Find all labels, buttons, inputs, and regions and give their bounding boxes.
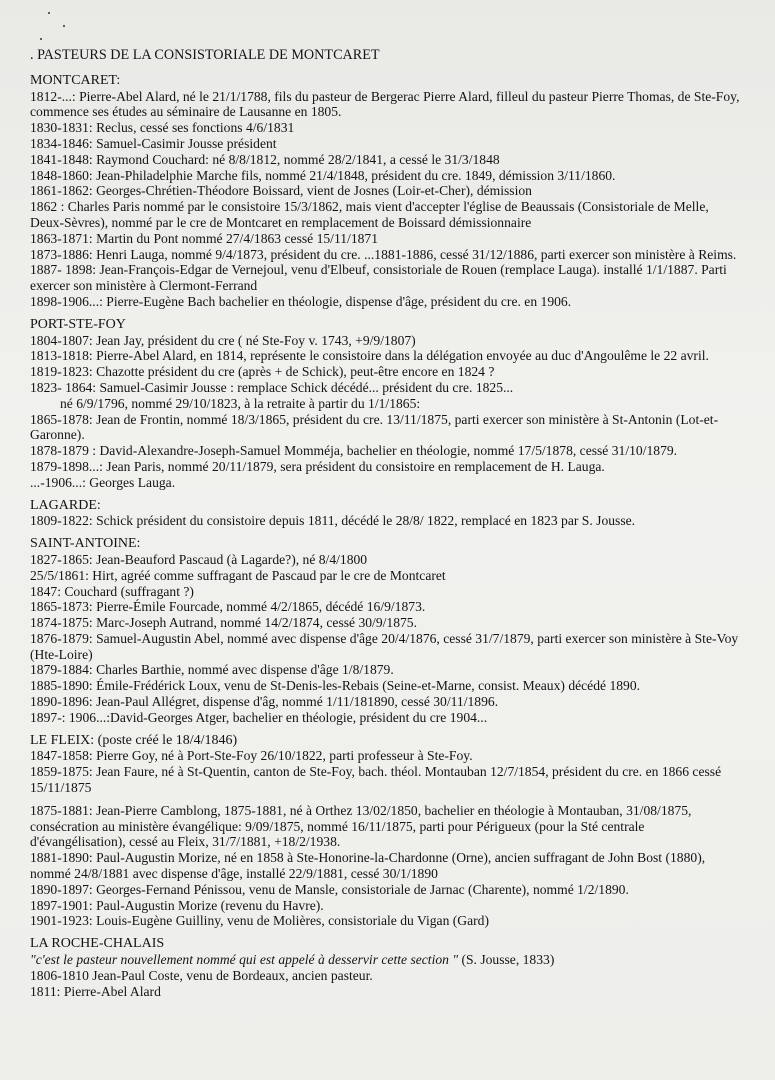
pastor-entry: 1806-1810 Jean-Paul Coste, venu de Bordeaux, ancien pasteur. <box>30 967 373 983</box>
pastor-entry: 1879-1884: Charles Barthie, nommé avec dispense d'âge 1/8/1879. <box>30 662 394 678</box>
pastor-entry: 1890-1897: Georges-Fernand Pénissou, venu de Mansle, consistoriale de Jarnac (Charente), nommé 1/2/1890. <box>30 881 629 897</box>
pastor-entry: 1887- 1898: Jean-François-Edgar de Vernejoul, venu d'Elbeuf, consistoriale de Rouen (remplace Lauga). installé 1/1/1887. Parti exercer son ministère à Clermont-Ferrand <box>30 262 727 294</box>
pastor-entry: 1827-1865: Jean-Beauford Pascaud (à Lagarde?), né 8/4/1800 <box>30 551 368 567</box>
document-content <box>30 48 740 999</box>
pastor-entry: 1863-1871: Martin du Pont nommé 27/4/1863 cessé 15/11/1871 <box>30 230 379 246</box>
pastor-entry: 1819-1823: Chazotte président du cre (après + de Schick), peut-être encore en 1824 ? <box>30 364 495 380</box>
pastor-entry: 1890-1896: Jean-Paul Allégret, dispense d'âg, nommé 1/11/181890, cessé 30/11/1896. <box>30 694 499 710</box>
pastor-entry: 1901-1923: Louis-Eugène Guilliny, venu de Molières, consistoriale du Vigan (Gard) <box>30 913 490 929</box>
pastor-entry: 1804-1807: Jean Jay, président du cre ( né Ste-Foy v. 1743, +9/9/1807) <box>30 332 416 348</box>
pastor-entry: 1811: Pierre-Abel Alard <box>30 983 161 999</box>
pastor-entry: 1848-1860: Jean-Philadelphie Marche fils, nommé 21/4/1848, président du cre. 1849, démission 3/11/1860. <box>30 167 616 183</box>
pastor-entry: 1885-1890: Émile-Frédérick Loux, venu de St-Denis-les-Rebais (Seine-et-Marne, consist. Meaux) décédé 1890. <box>30 678 641 694</box>
pastor-entry: 1859-1875: Jean Faure, né à St-Quentin, canton de Ste-Foy, bach. théol. Montauban 12/7/1854, président du cre. en 1866 cessé 15/11/1875 <box>30 764 722 796</box>
section-la-roche-chalais <box>30 936 740 999</box>
pastor-entry: 1865-1873: Pierre-Émile Fourcade, nommé 4/2/1865, décédé 16/9/1873. <box>30 599 426 615</box>
document-title: . PASTEURS DE LA CONSISTORIALE DE MONTCARET <box>30 47 380 63</box>
pastor-entry: 1861-1862: Georges-Chrétien-Théodore Boissard, vient de Josnes (Loir-et-Cher), démission <box>30 183 532 199</box>
section-heading: PORT-STE-FOY <box>30 316 126 332</box>
section-heading: LAGARDE: <box>30 497 101 513</box>
section-lagarde <box>30 498 740 530</box>
pastor-entry-continuation: né 6/9/1796, nommé 29/10/1823, à la retraite à partir du 1/1/1865: <box>60 395 421 411</box>
pastor-entry: 1878-1879 : David-Alexandre-Joseph-Samuel Momméja, bachelier en théologie, nommé 17/5/1878, cessé 31/10/1879. <box>30 443 678 459</box>
section-port-ste-foy <box>30 317 740 491</box>
section-saint-antoine <box>30 536 740 726</box>
quote-source: (S. Jousse, 1833) <box>458 952 555 968</box>
pastor-entry: 1812-...: Pierre-Abel Alard, né le 21/1/1788, fils du pasteur de Bergerac Pierre Alard, filleul du pasteur Pierre Thomas, de Ste-Foy, commence ses études au séminaire de Lausanne en 1805. <box>30 88 740 120</box>
pastor-entry: 1873-1886: Henri Lauga, nommé 9/4/1873, président du cre. ...1881-1886, cessé 31/12/1886, parti exercer son ministère à Reims. <box>30 246 737 262</box>
pastor-entry: 1830-1831: Reclus, cessé ses fonctions 4/6/1831 <box>30 120 295 136</box>
pastor-entry: 1834-1846: Samuel-Casimir Jousse président <box>30 135 277 151</box>
pastor-entry: 1847: Couchard (suffragant ?) <box>30 583 194 599</box>
pastor-entry: 1897-1901: Paul-Augustin Morize (revenu du Havre). <box>30 897 324 913</box>
pastor-entry: 1865-1878: Jean de Frontin, nommé 18/3/1865, président du cre. 13/11/1875, parti exercer son ministère à St-Antonin (Lot-et-Garonne). <box>30 411 719 443</box>
scan-speck <box>40 38 42 40</box>
pastor-entry: 1897-: 1906...:David-Georges Atger, bachelier en théologie, président du cre 1904... <box>30 709 488 725</box>
pastor-entry: 1879-1898...: Jean Paris, nommé 20/11/1879, sera président du consistoire en remplacement de H. Lauga. <box>30 458 605 474</box>
pastor-entry: 1875-1881: Jean-Pierre Camblong, 1875-1881, né à Orthez 13/02/1850, bachelier en théologie à Montauban, 31/08/1875, consécration au ministère évangélique: 9/09/1875, nommé 16/11/1875, parti pour Périgueux (pour la Sté centrale d'évangélisation), cessé au Fleix, 31/7/1881, +18/2/1938. <box>30 802 692 850</box>
pastor-entry: 1847-1858: Pierre Goy, né à Port-Ste-Foy 26/10/1822, parti professeur à Ste-Foy. <box>30 748 473 764</box>
section-quote-line <box>30 952 740 968</box>
section-le-fleix <box>30 733 740 930</box>
section-heading: LA ROCHE-CHALAIS <box>30 936 165 952</box>
pastor-entry: 1813-1818: Pierre-Abel Alard, en 1814, représente le consistoire dans la délégation envoyée au duc d'Angoulême le 22 avril. <box>30 348 709 364</box>
pastor-entry: 1823- 1864: Samuel-Casimir Jousse : remplace Schick décédé... président du cre. 1825... <box>30 379 514 395</box>
section-heading: LE FLEIX: (poste créé le 18/4/1846) <box>30 732 238 748</box>
section-montcaret <box>30 73 740 310</box>
pastor-entry: 1898-1906...: Pierre-Eugène Bach bachelier en théologie, dispense d'âge, président du cre. en 1906. <box>30 293 572 309</box>
pastor-entry: 1862 : Charles Paris nommé par le consistoire 15/3/1862, mais vient d'accepter l'église de Beaussais (Consistoriale de Melle, Deux-Sèvres), nommé par le cre de Montcaret en remplacement de Boissard démissionnaire <box>30 199 709 230</box>
pastor-entry: 1809-1822: Schick président du consistoire depuis 1811, décédé le 28/8/ 1822, remplacé en 1823 par S. Jousse. <box>30 513 636 529</box>
scan-speck <box>63 25 65 27</box>
pastor-entry: ...-1906...: Georges Lauga. <box>30 474 176 490</box>
pastor-entry: 1876-1879: Samuel-Augustin Abel, nommé avec dispense d'âge 20/4/1876, cessé 31/7/1879, parti exercer son ministère à Ste-Voy (Hte-Loire) <box>30 630 739 662</box>
section-heading: MONTCARET: <box>30 72 121 88</box>
pastor-entry: 25/5/1861: Hirt, agréé comme suffragant de Pascaud par le cre de Montcaret <box>30 567 446 583</box>
pastor-entry: 1841-1848: Raymond Couchard: né 8/8/1812, nommé 28/2/1841, a cessé le 31/3/1848 <box>30 151 500 167</box>
scan-speck <box>48 12 50 14</box>
pastor-entry: 1874-1875: Marc-Joseph Autrand, nommé 14/2/1874, cessé 30/9/1875. <box>30 615 417 631</box>
section-heading: SAINT-ANTOINE: <box>30 536 141 552</box>
section-quote: "c'est le pasteur nouvellement nommé qui est appelé à desservir cette section " <box>30 952 459 968</box>
pastor-entry: 1881-1890: Paul-Augustin Morize, né en 1858 à Ste-Honorine-la-Chardonne (Orne), ancien suffragant de John Bost (1880), nommé 24/8/1881 avec dispense d'âge, installé 22/9/1881, cessé 30/1/1890 <box>30 850 706 882</box>
